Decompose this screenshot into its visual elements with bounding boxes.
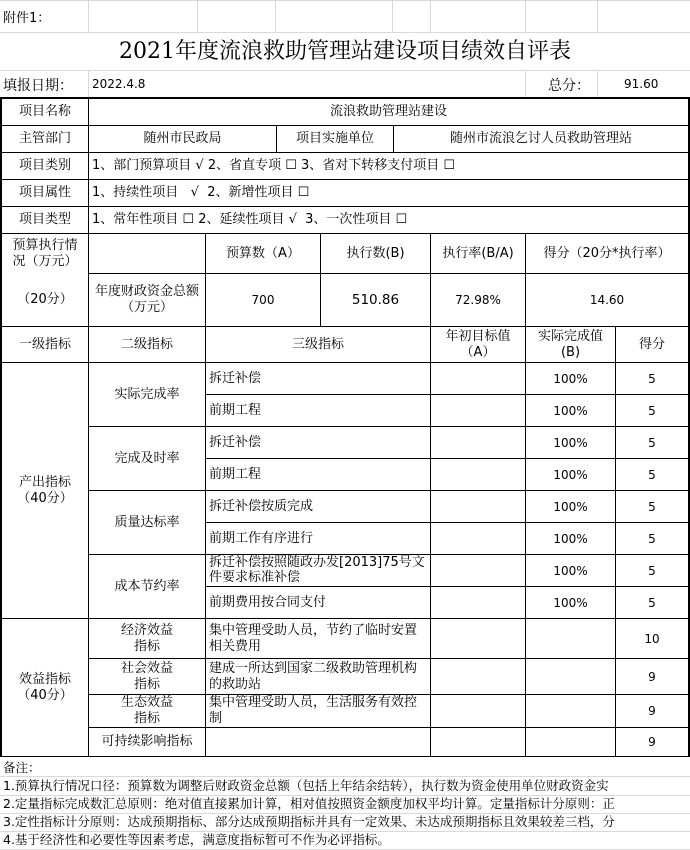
grid-line (597, 0, 598, 32)
grid-line (597, 70, 598, 97)
output-score: 5 (648, 595, 656, 610)
output-score: 5 (648, 435, 656, 450)
output-actual: 100% (553, 435, 588, 450)
impl-unit-label: 项目实施单位 (295, 131, 374, 146)
output-indicator-label: 产出指标 （40分） (17, 474, 73, 506)
output-score: 5 (648, 467, 656, 482)
fill-date-value: 2022.4.8 (92, 77, 146, 91)
benefit-name: 可持续影响指标 (101, 734, 193, 749)
remark-line: 1.预算执行情况口径：预算数为调整后财政资金总额（包括上年结余结转），执行数为资金使用单位财政资金实 (3, 778, 609, 793)
output-actual: 100% (553, 531, 588, 546)
output-item: 拆迁补偿按照随政办发[2013]75号文件要求标准补偿 (209, 555, 425, 585)
grid-line (88, 70, 89, 97)
output-item: 前期费用按合同支付 (209, 594, 327, 610)
budget-points: （20分） (17, 292, 73, 307)
output-group-name: 质量达标率 (114, 514, 180, 530)
budget-header-budget: 预算数（A） (226, 245, 300, 261)
benefit-score: 10 (644, 631, 660, 646)
header-score: 得分 (638, 336, 665, 352)
type-label: 项目类型 (18, 212, 71, 227)
benefit-name: 社会效益指标 (120, 660, 173, 692)
output-actual: 100% (553, 467, 588, 482)
impl-unit-value: 随州市流浪乞讨人员救助管理站 (449, 131, 632, 146)
page-title: 2021年度流浪救助管理站建设项目绩效自评表 (119, 38, 571, 64)
total-score-value: 91.60 (624, 77, 659, 91)
exec-rate-value: 72.98% (455, 293, 501, 307)
budget-exec-label: 预算执行情况（万元） (12, 237, 78, 269)
budget-value: 700 (251, 293, 275, 307)
fill-date-label: 填报日期： (3, 78, 73, 94)
dept-value: 随州市民政局 (143, 131, 222, 146)
output-actual: 100% (553, 595, 588, 610)
exec-value: 510.86 (351, 292, 400, 308)
grid-line (525, 70, 526, 97)
budget-header-score: 得分（20分*执行率） (543, 245, 671, 261)
output-item: 前期工作有序进行 (209, 530, 314, 546)
remark-line: 2.定量指标完成数汇总原则：绝对值直接累加计算，相对值按照资金额度加权平均计算。定量指标计分原则：正 (3, 796, 615, 811)
grid-line (275, 0, 276, 32)
dept-label: 主管部门 (18, 131, 71, 146)
benefit-name: 生态效益指标 (120, 695, 173, 726)
output-score: 5 (648, 499, 656, 514)
header-level1: 一级指标 (18, 336, 71, 352)
output-item: 前期工程 (209, 466, 262, 482)
output-item: 拆迁补偿按质完成 (209, 498, 314, 514)
benefit-item: 集中管理受助人员，生活服务有效控制 (209, 695, 418, 726)
header-level3: 三级指标 (291, 336, 344, 352)
total-score-label: 总分： (548, 78, 590, 94)
attribute-label: 项目属性 (18, 185, 71, 200)
output-item: 拆迁补偿 (209, 370, 262, 386)
attribute-value: 1、持续性项目 √ 2、新增性项目 ☐ (92, 185, 310, 200)
category-value: 1、部门预算项目 √ 2、省直专项 ☐ 3、省对下转移支付项目 ☐ (92, 158, 456, 173)
grid-line (392, 0, 393, 32)
output-actual: 100% (553, 499, 588, 514)
benefit-item (206, 728, 430, 756)
output-group-name: 实际完成率 (114, 386, 180, 402)
grid-line (197, 0, 198, 32)
output-actual: 100% (553, 403, 588, 418)
remarks-label: 备注： (3, 760, 41, 775)
header-actual: 实际完成值(B) (537, 328, 603, 360)
grid-line (0, 0, 690, 1)
header-level2: 二级指标 (120, 336, 173, 352)
table-line (430, 326, 431, 756)
output-actual: 100% (553, 563, 588, 578)
budget-score-value: 14.60 (589, 293, 625, 307)
grid-line (88, 0, 89, 32)
table-border (0, 756, 690, 757)
project-name-label: 项目名称 (18, 104, 71, 119)
benefit-score: 9 (648, 704, 656, 718)
category-label: 项目类别 (18, 158, 71, 173)
type-value: 1、常年性项目 ☐ 2、延续性项目 √ 3、一次性项目 ☐ (92, 212, 408, 227)
benefit-item: 建成一所达到国家二级救助管理机构的救助站 (209, 660, 418, 692)
benefit-indicator-label: 效益指标 （40分） (17, 671, 73, 703)
benefit-score: 9 (648, 669, 656, 684)
output-actual: 100% (553, 371, 588, 386)
project-name-value: 流浪救助管理站建设 (329, 104, 447, 119)
remark-line: 4.基于经济性和必要性等因素考虑，满意度指标暂可不作为必评指标。 (3, 832, 390, 847)
budget-header-exec: 执行数(B) (346, 245, 405, 261)
output-item: 拆迁补偿 (209, 434, 262, 450)
output-score: 5 (648, 403, 656, 418)
grid-line (0, 70, 690, 71)
output-item: 前期工程 (209, 402, 262, 418)
header-target: 年初目标值（A） (445, 328, 511, 360)
attachment-label: 附件1： (3, 11, 51, 26)
grid-line (430, 0, 431, 32)
output-score: 5 (648, 531, 656, 546)
benefit-item: 集中管理受助人员，节约了临时安置相关费用 (209, 622, 418, 654)
output-group-name: 完成及时率 (114, 450, 180, 466)
remark-line: 3.定性指标计分原则：达成预期指标、部分达成预期指标并具有一定效果、未达成预期指标且效果较差三档，分 (3, 814, 615, 829)
output-score: 5 (648, 563, 656, 578)
benefit-score: 9 (648, 735, 656, 749)
grid-line (525, 0, 526, 32)
budget-header-rate: 执行率(B/A) (442, 245, 514, 261)
budget-row-label: 年度财政资金总额（万元） (95, 284, 200, 315)
output-group-name: 成本节约率 (114, 578, 180, 594)
benefit-name: 经济效益指标 (120, 622, 173, 654)
output-score: 5 (648, 371, 656, 386)
